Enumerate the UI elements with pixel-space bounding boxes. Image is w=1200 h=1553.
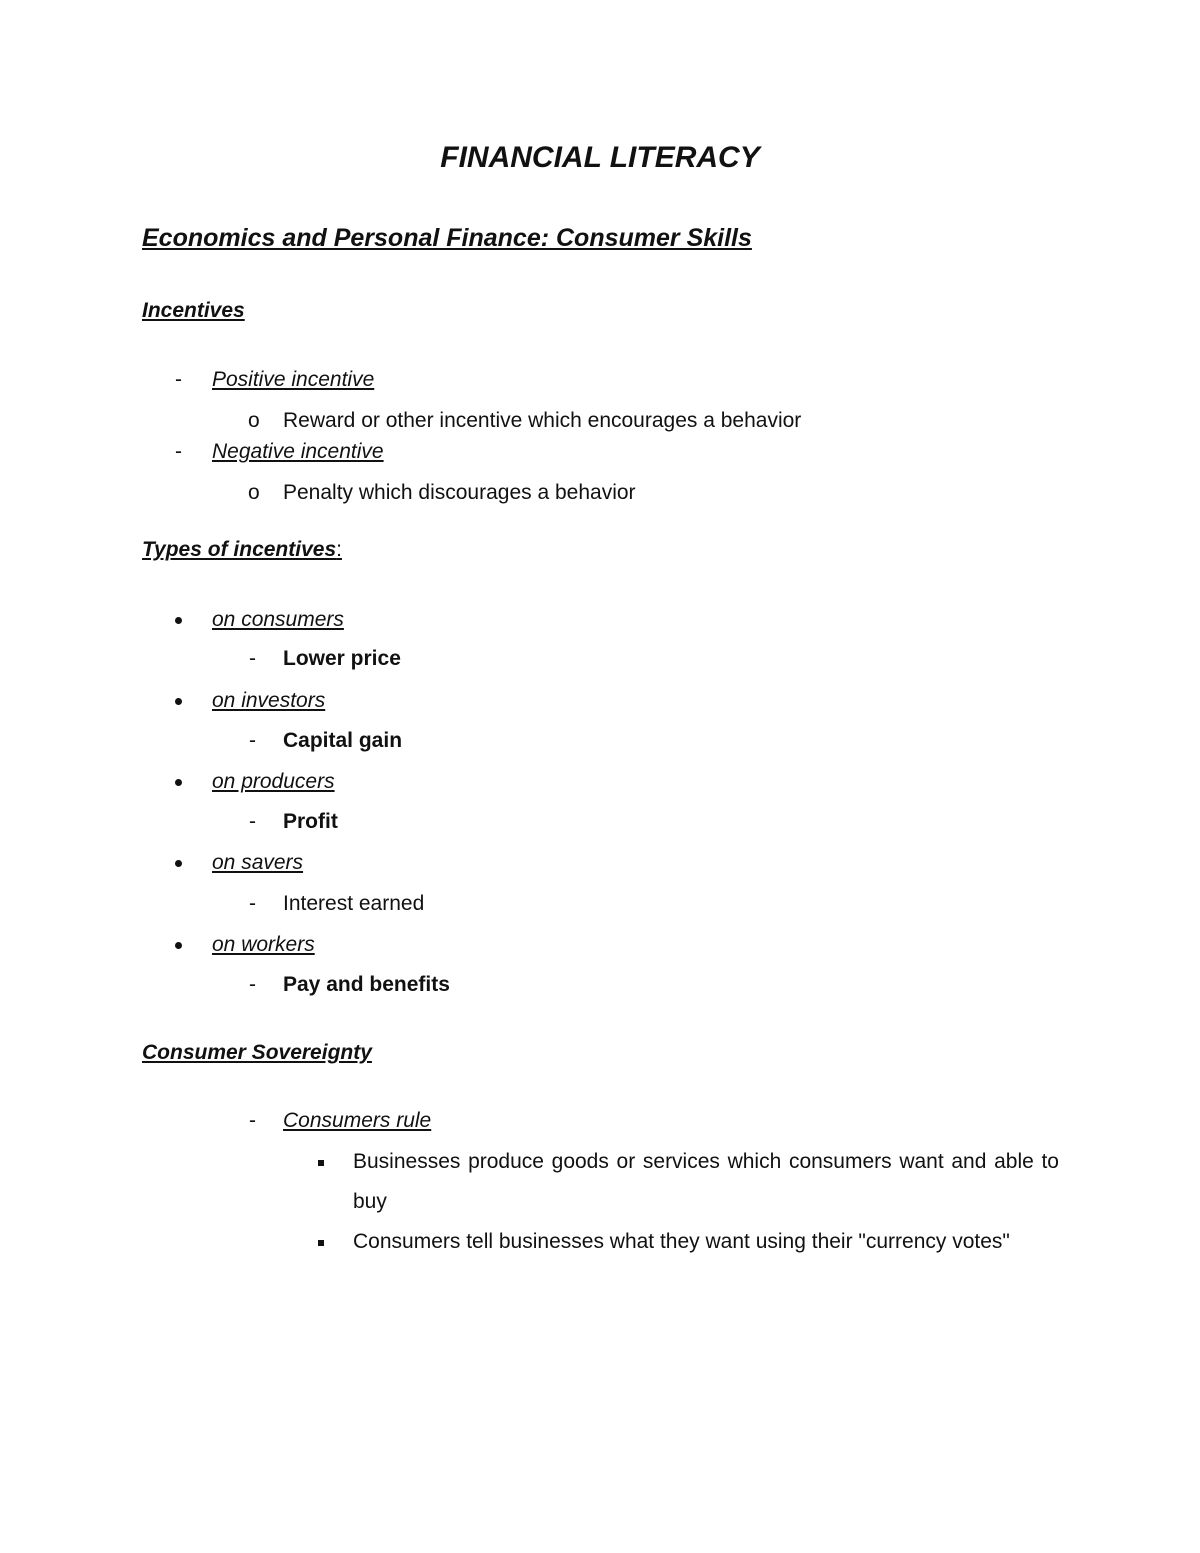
bullet-dot-icon [175,617,182,624]
dash-marker: - [249,973,256,996]
positive-incentive-definition: Reward or other incentive which encourages a behavior [283,409,802,432]
document-title: FINANCIAL LITERACY [440,141,760,174]
types-heading-text: Types of incentives [142,538,337,561]
negative-incentive-definition: Penalty which discourages a behavior [283,481,636,504]
square-bullet-icon [318,1240,324,1246]
type-item-value: Capital gain [283,729,403,752]
bullet-dot-icon [175,698,182,705]
dash-marker: - [249,1109,256,1132]
circle-marker: o [248,409,260,432]
bullet-dot-icon [175,860,182,867]
dash-marker: - [249,810,256,833]
type-item-value: Profit [283,810,338,833]
consumers-rule-label: Consumers rule [283,1109,432,1132]
types-heading [142,539,342,560]
dash-marker: - [249,892,256,915]
sovereignty-point: Consumers tell businesses what they want using their "currency votes" [353,1230,1010,1253]
sovereignty-point: Businesses produce goods or services which consumers want and able to buy [353,1150,1059,1213]
type-item-label: on consumers [212,608,344,631]
dash-marker: - [175,368,182,391]
negative-incentive-label: Negative incentive [212,440,384,463]
dash-marker: - [249,729,256,752]
type-item-label: on savers [212,851,304,874]
positive-incentive-label: Positive incentive [212,368,375,391]
bullet-dot-icon [175,942,182,949]
bullet-dot-icon [175,779,182,786]
circle-marker: o [248,481,260,504]
square-bullet-icon [318,1160,324,1166]
types-heading-colon: : [336,538,342,561]
type-item-label: on producers [212,770,335,793]
dash-marker: - [249,647,256,670]
section-heading: Economics and Personal Finance: Consumer Skills [142,224,752,252]
sovereignty-heading: Consumer Sovereignty [142,1041,372,1064]
incentives-heading: Incentives [142,299,245,322]
type-item-value: Pay and benefits [283,973,450,996]
type-item-label: on investors [212,689,326,712]
type-item-label: on workers [212,933,315,956]
dash-marker: - [175,440,182,463]
type-item-value: Lower price [283,647,401,670]
type-item-value: Interest earned [283,892,425,915]
